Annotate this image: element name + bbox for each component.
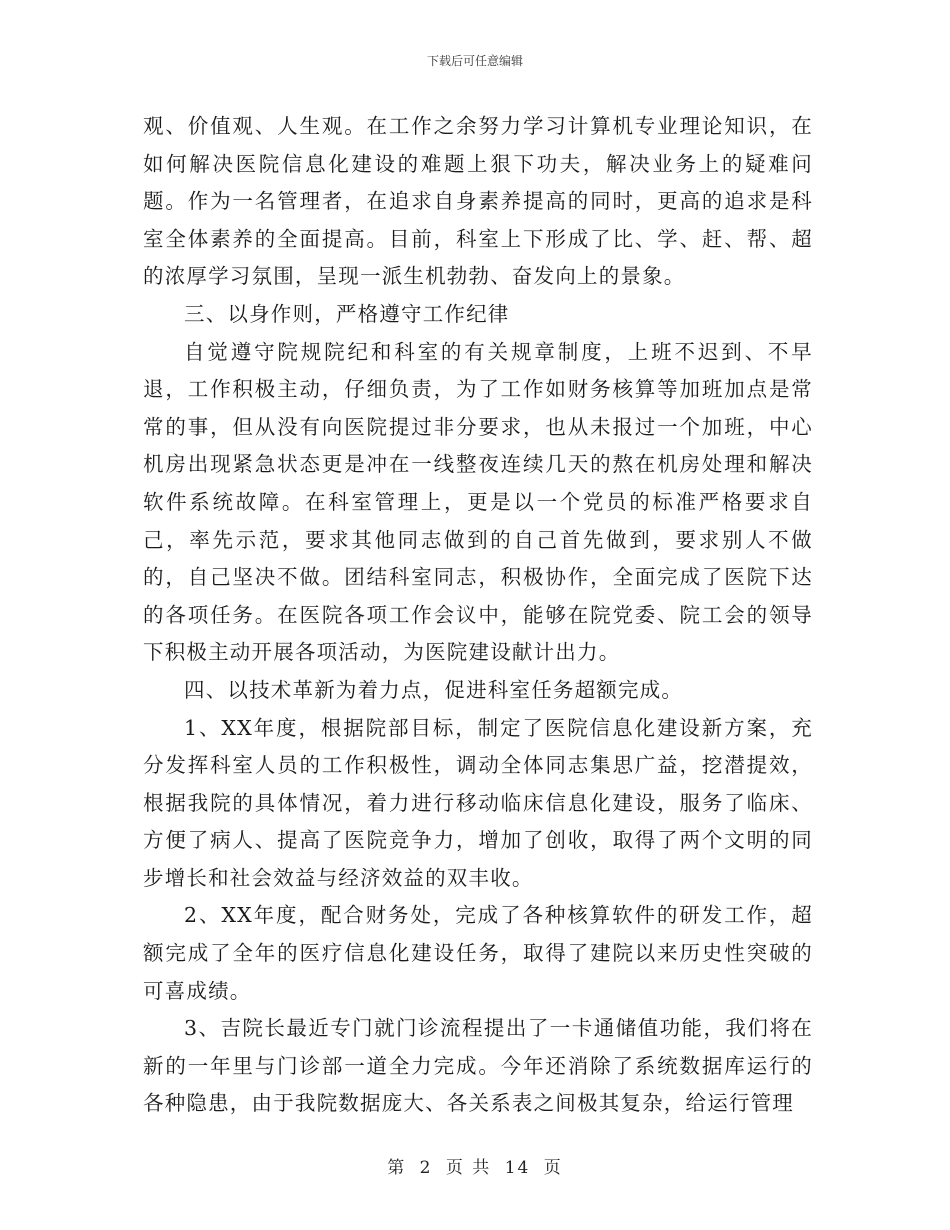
page-footer bbox=[0, 1153, 950, 1178]
document-body bbox=[143, 108, 813, 1123]
footer-prefix: 第 bbox=[387, 1158, 407, 1178]
paragraph-1: 观、价值观、人生观。在工作之余努力学习计算机专业理论知识，在如何解决医院信息化建设的难题上狠下功夫，解决业务上的疑难问题。作为一名管理者，在追求自身素养提高的同时，更高的追求是科室全体素养的全面提高。目前，科室上下形成了比、学、赶、帮、超的浓厚学习氛围，呈现一派生机勃勃、奋发向上的景象。 bbox=[143, 114, 813, 289]
paragraph-item-3: 3、吉院长最近专门就门诊流程提出了一卡通储值功能，我们将在新的一年里与门诊部一道全力完成。今年还消除了系统数据库运行的各种隐患，由于我院数据庞大、各关系表之间极其复杂，给运行管理 bbox=[143, 1016, 813, 1116]
paragraph-3: 自觉遵守院规院纪和科室的有关规章制度，上班不迟到、不早退，工作积极主动，仔细负责，为了工作如财务核算等加班加点是常常的事，但从没有向医院提过非分要求，也从未报过一个加班，中心机房出现紧急状态更是冲在一线整夜连续几天的熬在机房处理和解决软件系统故障。在科室管理上，更是以一个党员的标准严格要求自己，率先示范，要求其他同志做到的自己首先做到，要求别人不做的，自己坚决不做。团结科室同志，积极协作，全面完成了医院下达的各项任务。在医院各项工作会议中，能够在院党委、院工会的领导下积极主动开展各项活动，为医院建设献计出力。 bbox=[143, 339, 813, 665]
footer-total-pages: 14 bbox=[504, 1158, 531, 1178]
footer-page-number: 2 bbox=[419, 1158, 433, 1178]
page-header-note: 下载后可任意编辑 bbox=[426, 54, 523, 68]
footer-suffix: 页 bbox=[543, 1158, 563, 1178]
footer-middle: 页 共 bbox=[445, 1158, 492, 1178]
section-heading-4: 四、以技术革新为着力点，促进科室任务超额完成。 bbox=[184, 677, 684, 702]
paragraph-item-1: 1、XX年度，根据院部目标，制定了医院信息化建设新方案，充分发挥科室人员的工作积极性，调动全体同志集思广益，挖潜提效，根据我院的具体情况，着力进行移动临床信息化建设，服务了临床、方便了病人、提高了医院竞争力，增加了创收，取得了两个文明的同步增长和社会效益与经济效益的双丰收。 bbox=[143, 715, 813, 890]
section-heading-3: 三、以身作则，严格遵守工作纪律 bbox=[184, 301, 510, 326]
paragraph-item-2: 2、XX年度，配合财务处，完成了各种核算软件的研发工作，超额完成了全年的医疗信息化建设任务，取得了建院以来历史性突破的可喜成绩。 bbox=[143, 903, 813, 1003]
